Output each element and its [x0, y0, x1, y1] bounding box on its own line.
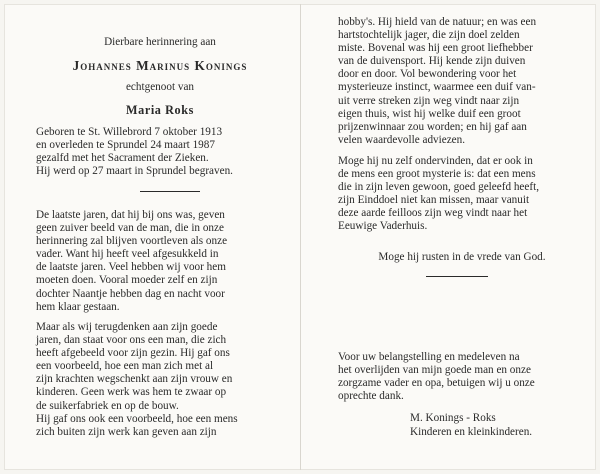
divider — [426, 276, 488, 277]
biography — [36, 126, 284, 178]
text-line: de mens een groot mysterie is: dat een mens — [338, 168, 536, 181]
deceased-name: Johannes Marinus Konings — [72, 58, 248, 73]
text-line: van de duivensport. Hij kende zijn duiven — [338, 55, 526, 68]
text-line: hartstochtelijk jager, die zijn doel zelden — [338, 29, 520, 42]
text-line: mysterieuze instinct, waarmee een duif van- — [338, 81, 536, 94]
text-line: Hij gaf ons ook een voorbeeld, hoe een mens — [36, 412, 238, 425]
text-line: die in zijn leven gewoon, goed geleefd heeft, — [338, 181, 539, 194]
text-line: moeten doen. Vooral moeder zelf en zijn — [36, 274, 218, 287]
prayer-line: Moge hij rusten in de vrede van God. — [378, 251, 546, 263]
text-line: kinderen. Geen werk was hem te zwaar op — [36, 386, 227, 399]
text-line: herinnering zal blijven voortleven als onze — [36, 235, 228, 248]
text-line: de laatste jaren. Veel hebben wij voor hem — [36, 261, 226, 274]
paragraph-last-years — [36, 209, 284, 314]
text-line: hobby's. Hij hield van de natuur; en was een — [338, 16, 537, 28]
text-line: geen zuiver beeld van de man, die in onze — [36, 222, 224, 235]
spouse-intro: echtgenoot van — [125, 81, 195, 93]
text-line: zijn krachten wegschenkt aan zijn vrouw en — [36, 373, 233, 386]
text-line: door en door. Vol bewondering voor het — [338, 68, 517, 81]
text-line: zorgzame vader en opa, betuigen wij u onze — [338, 377, 535, 390]
text-line: miste. Bovenal was hij een groot liefhebber — [338, 42, 533, 55]
header-text: Dierbare herinnering aan — [104, 36, 216, 48]
card-fold-line — [300, 4, 301, 470]
text-line: zich buiten zijn werk kan geven aan zijn — [36, 425, 217, 438]
signature-family: Kinderen en kleinkinderen. — [410, 426, 533, 438]
text-line: jaren, dan staat voor ons een man, die zich — [36, 334, 227, 347]
paragraph-hobbies — [338, 16, 586, 147]
text-line: oprechte dank. — [338, 390, 404, 403]
text-line: een voorbeeld, hoe een man zich met al — [36, 360, 214, 373]
bio-line: Geboren te St. Willebrord 7 oktober 1913 — [36, 126, 223, 138]
text-line: De laatste jaren, dat hij bij ons was, geven — [36, 209, 225, 221]
text-line: het overlijden van mijn goede man en onze — [338, 364, 531, 377]
text-line: prijzenwinnaar zou worden; en hij gaf aan — [338, 120, 527, 133]
bio-line: gezalfd met het Sacrament der Zieken. — [36, 152, 209, 165]
bio-line: en overleden te Sprundel 24 maart 1987 — [36, 139, 215, 152]
text-line: hem klaar gestaan. — [36, 300, 120, 313]
text-line: deze aarde feilloos zijn weg vindt naar het — [338, 207, 528, 220]
signature-name: M. Konings - Roks — [410, 412, 496, 424]
spouse-name: Maria Roks — [126, 103, 194, 117]
text-line: velen waardevolle adviezen. — [338, 133, 466, 146]
text-line: eigen thuis, wist hij welke duif een groot — [338, 107, 521, 120]
text-line: zijn Einddoel niet kan missen, maar vanuit — [338, 194, 530, 207]
text-line: de suikerfabriek en op de bouw. — [36, 399, 179, 412]
text-line: heeft afgebeeld voor zijn gezin. Hij gaf ons — [36, 347, 230, 360]
text-line: Maar als wij terugdenken aan zijn goede — [36, 321, 218, 333]
divider — [140, 191, 200, 192]
text-line: Moge hij nu zelf ondervinden, dat er ook in — [338, 155, 533, 167]
bio-line: Hij werd op 27 maart in Sprundel begraven. — [36, 165, 233, 178]
text-line: Voor uw belangstelling en medeleven na — [338, 351, 520, 363]
paragraph-good-years — [36, 321, 284, 439]
text-line: Eeuwige Vaderhuis. — [338, 220, 428, 233]
text-line: dochter Naantje hebben dag en nacht voor — [36, 287, 225, 300]
thanks-paragraph — [338, 351, 586, 403]
text-line: vader. Want hij heeft veel afgesukkeld in — [36, 248, 219, 261]
paragraph-mystery — [338, 155, 586, 234]
text-line: uit verre streken zijn weg vindt naar zijn — [338, 94, 520, 107]
